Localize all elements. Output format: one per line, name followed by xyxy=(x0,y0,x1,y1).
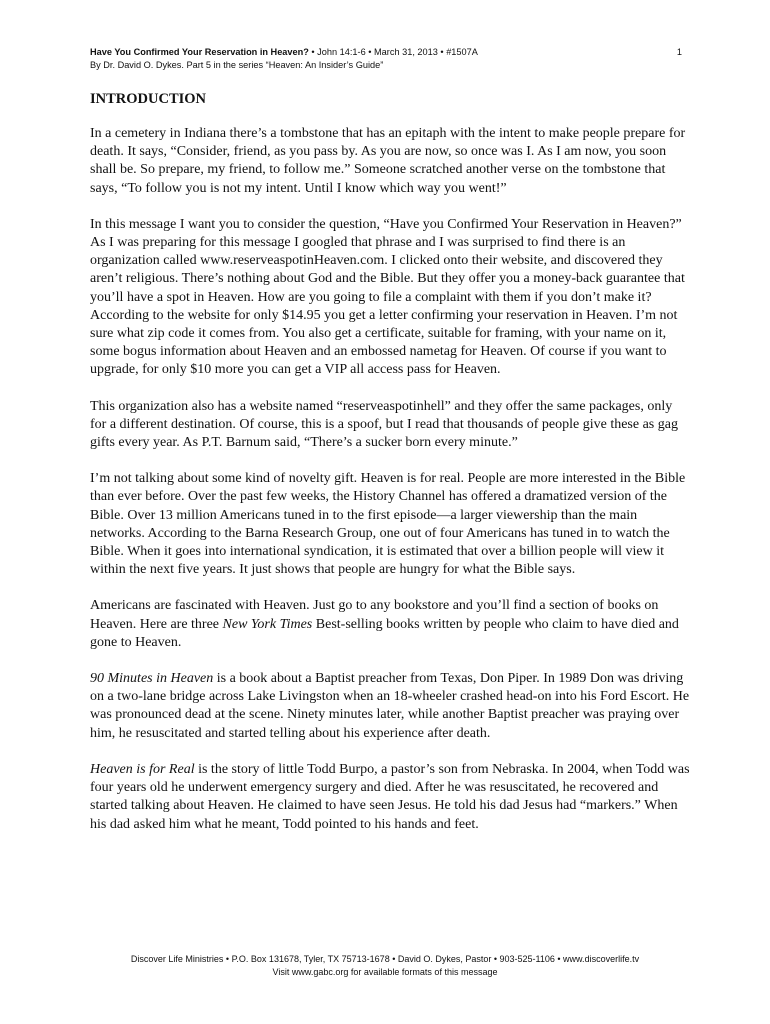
paragraph xyxy=(90,761,690,834)
paragraph: In a cemetery in Indiana there’s a tombstone that has an epitaph with the intent to make people prepare for death. It says, “Consider, friend, as you pass by. As you are now, so once was I. As I am now, you soon shall be. So prepare, my friend, to follow me.” Someone scratched another verse on the tombstone that says, “To follow you is not my intent. Until I know which way you went!” xyxy=(90,126,686,196)
text-run: is a book about a Baptist preacher from Texas, Don Piper. In 1989 Don was driving on a two-lane bridge across Lake Livingston when an 18-wheeler crashed head-on into his Ford Escort. He was pronounced dead at the scene. Ninety minutes later, while another Baptist preacher was praying over him, he resuscitated and started telling about his experience after death. xyxy=(90,671,690,741)
paragraph xyxy=(90,597,690,652)
paragraph xyxy=(90,670,690,743)
document-body xyxy=(90,90,690,852)
section-heading: INTRODUCTION xyxy=(90,91,207,107)
italic-title: Heaven is for Real xyxy=(90,761,195,777)
footer-formats-line: Visit www.gabc.org for available formats of this message xyxy=(272,966,498,977)
italic-title: 90 Minutes in Heaven xyxy=(90,671,214,687)
header-title-line xyxy=(90,46,682,59)
sermon-title: Have You Confirmed Your Reservation in Heaven? xyxy=(90,47,309,57)
page-header xyxy=(90,46,682,71)
page-footer xyxy=(0,953,770,978)
text-run: is the story of little Todd Burpo, a pastor’s son from Nebraska. In 2004, when Todd was four years old he underwent emergency surgery and died. After he was resuscitated, he recovered and started talking about Heaven. He claimed to have seen Jesus. He told his dad Jesus had “markers.” When his dad asked him what he meant, Todd pointed to his hands and feet. xyxy=(90,761,690,832)
page-number: 1 xyxy=(676,47,682,57)
sermon-byline: By Dr. David O. Dykes. Part 5 in the series “Heaven: An Insider’s Guide” xyxy=(90,59,384,70)
paragraph: In this message I want you to consider the question, “Have you Confirmed Your Reservation in Heaven?” As I was preparing for this message I googled that phrase and I was surprised to find there is an organization called www.reserveaspotinHeaven.com. I clicked onto their website, and discovered they aren’t religious. There’s nothing about God and the Bible. But they offer you a money-back guarantee that you’ll have a spot in Heaven. How are you going to file a complaint with them if you don’t make it? According to the website for only $14.95 you get a letter confirming your reservation in Heaven. I’m not sure what zip code it comes from. You also get a certificate, suitable for framing, with your name on it, some bogus information about Heaven and an embossed nametag for Heaven. Of course if you want to upgrade, for only $10 more you can get a VIP all access pass for Heaven. xyxy=(90,216,685,378)
paragraph: I’m not talking about some kind of novelty gift. Heaven is for real. People are more interested in the Bible than ever before. Over the past few weeks, the History Channel has offered a dramatized version of the Bible. Over 13 million Americans tuned in to the first episode—a larger viewership than the main networks. According to the Barna Research Group, one out of four Americans has tuned in to watch the Bible. When it goes into international syndication, it is estimated that over a billion people will view it within the next five years. It just shows that people are hungry for what the Bible says. xyxy=(90,471,686,578)
sermon-meta: • John 14:1-6 • March 31, 2013 • #1507A xyxy=(308,47,478,57)
text-run: Best-selling books written by people who claim to have died and gone to Heaven. xyxy=(90,616,679,650)
text-run: Americans are fascinated with Heaven. Just go to any bookstore and you’ll find a section of books on Heaven. Here are three xyxy=(90,598,659,632)
italic-title: New York Times xyxy=(222,616,313,632)
paragraph: This organization also has a website named “reserveaspotinhell” and they offer the same packages, only for a different destination. Of course, this is a spoof, but I read that thousands of people give these as gag gifts every year. As P.T. Barnum said, “There’s a sucker born every minute.” xyxy=(90,398,678,451)
footer-contact-line: Discover Life Ministries • P.O. Box 131678, Tyler, TX 75713-1678 • David O. Dykes, Pastor • 903-525-1106 • www.discoverlife.tv xyxy=(130,954,640,964)
